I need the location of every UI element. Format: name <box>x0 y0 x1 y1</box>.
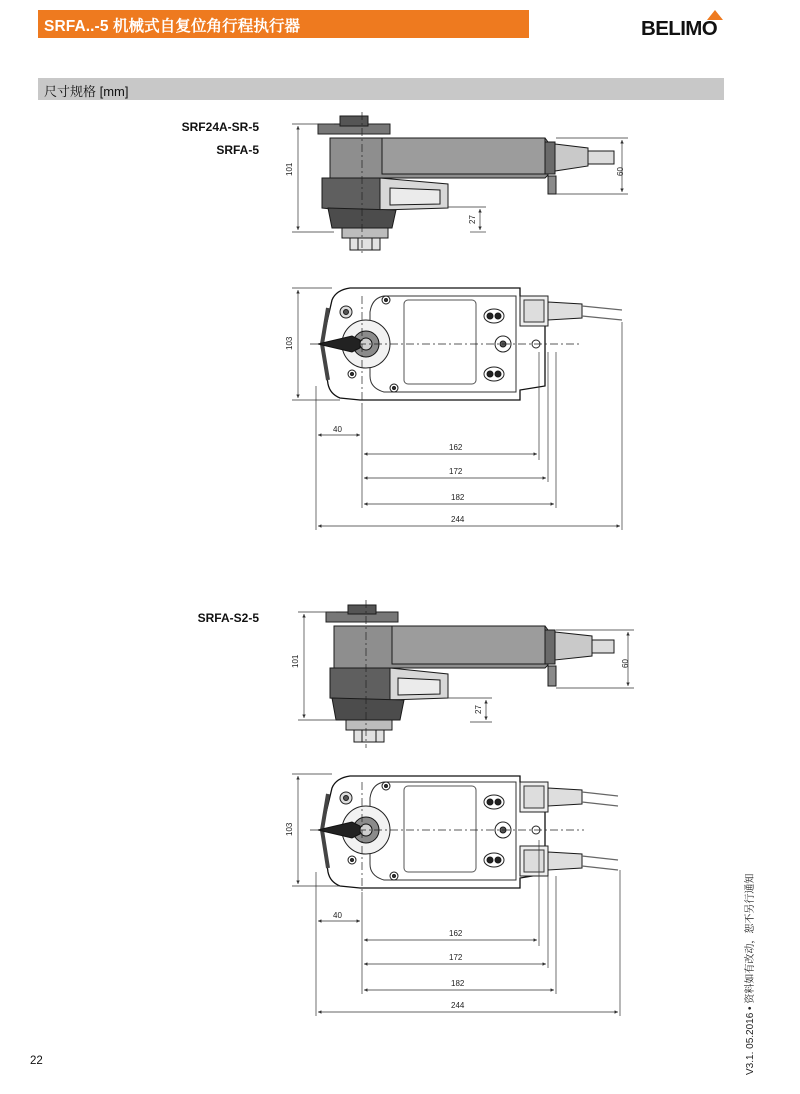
dim-182: 182 <box>451 979 465 988</box>
dim-244: 244 <box>451 1001 465 1010</box>
dim-244: 244 <box>451 515 465 524</box>
document-title: SRFA..-5 机械式自复位角行程执行器 <box>44 18 301 35</box>
dim-height-101: 101 <box>291 654 300 668</box>
dim-width-103: 103 <box>285 336 294 350</box>
model-label-srfa-s2-5: SRFA-S2-5 <box>197 611 259 625</box>
side-view-1 <box>318 116 614 250</box>
page-number: 22 <box>30 1055 43 1067</box>
dim-offset-27: 27 <box>474 705 483 714</box>
brand-name: BELIMO <box>641 17 718 40</box>
model-label-srf24a-sr-5: SRF24A-SR-5 <box>181 120 259 134</box>
version-note: V3.1. 05.2016 • 资料如有改动，恕不另行通知 <box>745 873 756 1075</box>
dim-162: 162 <box>449 443 463 452</box>
dim-depth-60: 60 <box>621 659 630 668</box>
dim-40: 40 <box>333 911 342 920</box>
dim-height-101: 101 <box>285 162 294 176</box>
dim-depth-60: 60 <box>616 167 625 176</box>
dim-182: 182 <box>451 493 465 502</box>
dim-offset-27: 27 <box>468 215 477 224</box>
top-view-2 <box>318 776 618 888</box>
dim-162: 162 <box>449 929 463 938</box>
dim-172: 172 <box>449 467 463 476</box>
section-title: 尺寸规格 [mm] <box>44 84 129 99</box>
dim-width-103: 103 <box>285 822 294 836</box>
model-label-srfa-5: SRFA-5 <box>216 143 259 157</box>
dim-172: 172 <box>449 953 463 962</box>
dim-40: 40 <box>333 425 342 434</box>
side-view-2 <box>326 605 614 742</box>
